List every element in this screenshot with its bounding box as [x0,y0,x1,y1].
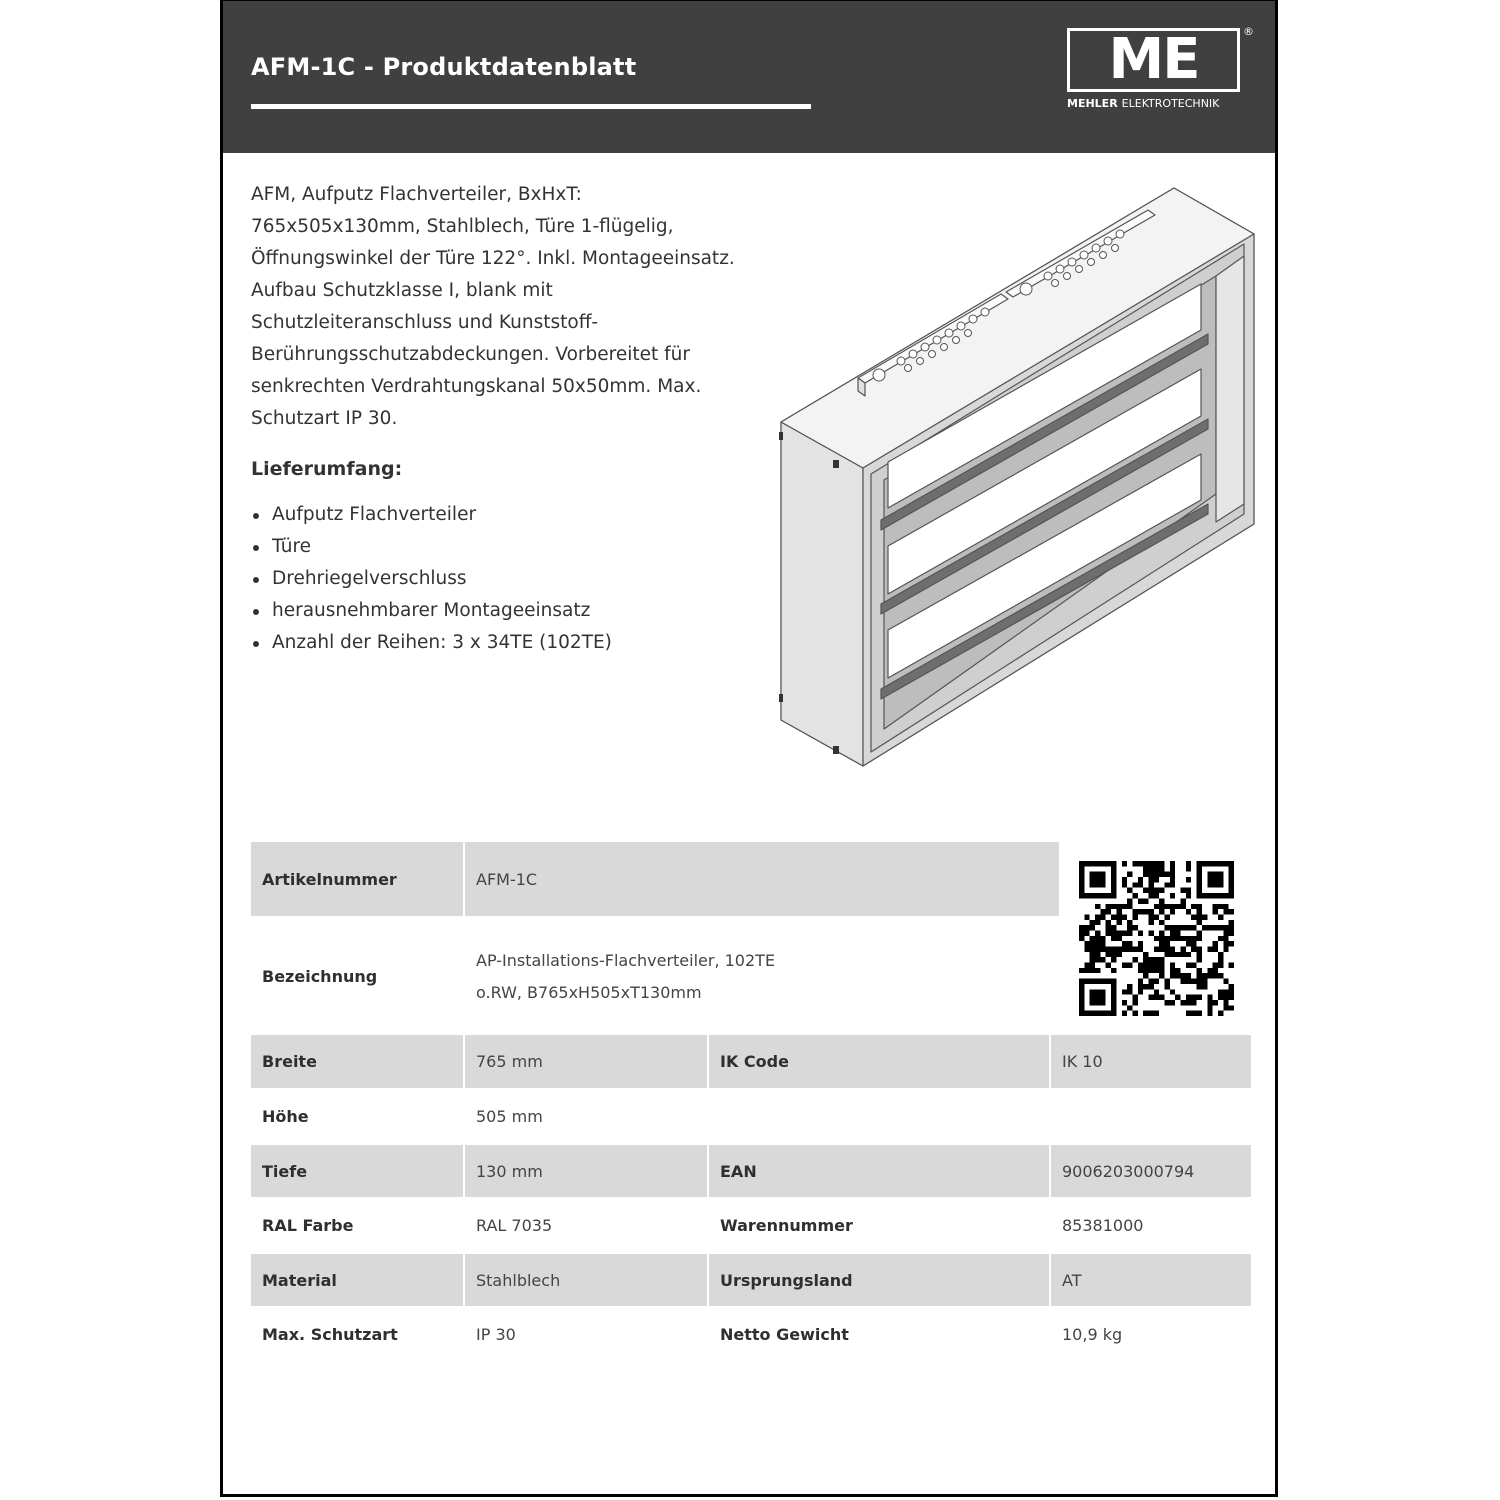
description-line: AFM, Aufputz Flachverteiler, BxHxT: [251,184,582,205]
list-item: Drehriegelverschluss [251,563,612,595]
spec-label-breite: Breite [251,1035,463,1088]
mehler-logo [1067,28,1240,92]
spec-label-ik-code: IK Code [709,1035,1049,1088]
spec-label-hoehe: Höhe [262,1107,309,1126]
lieferumfang-list [251,499,612,659]
spec-label-material: Material [251,1254,463,1306]
description-line: senkrechten Verdrahtungskanal 50x50mm. Max. [251,376,702,397]
spec-value-ik-code: IK 10 [1051,1035,1251,1088]
list-item: Anzahl der Reihen: 3 x 34TE (102TE) [251,627,612,659]
description-line: Berührungsschutzabdeckungen. Vorbereitet für [251,344,690,365]
logo-brand: MEHLER [1067,97,1118,110]
page-title: AFM-1C - Produktdatenblatt [251,53,637,81]
spec-value-schutzart: IP 30 [476,1325,516,1344]
description-line: Schutzart IP 30. [251,408,398,429]
spec-value-ean: 9006203000794 [1051,1145,1251,1197]
spec-label-artikelnummer: Artikelnummer [251,842,463,916]
bezeichnung-line-2: o.RW, B765xH505xT130mm [476,982,702,1002]
spec-value-warennummer: 85381000 [1062,1216,1144,1235]
description-line: Öffnungswinkel der Türe 122°. Inkl. Montageeinsatz. [251,248,735,269]
bezeichnung-line-1: AP-Installations-Flachverteiler, 102TE [476,950,776,970]
product-image [776,184,1258,770]
list-item: Aufputz Flachverteiler [251,499,612,531]
description-line: Aufbau Schutzklasse I, blank mit [251,280,553,301]
logo-mark: ME [1108,27,1199,92]
spec-value-artikelnummer: AFM-1C [465,842,1059,916]
spec-value-material: Stahlblech [465,1254,707,1306]
spec-label-ean: EAN [709,1145,1049,1197]
list-item: herausnehmbarer Montageeinsatz [251,595,612,627]
spec-value-netto-gewicht: 10,9 kg [1062,1325,1123,1344]
description-line: 765x505x130mm, Stahlblech, Türe 1-flügelig, [251,216,674,237]
spec-label-ursprungsland: Ursprungsland [709,1254,1049,1306]
spec-value-hoehe: 505 mm [476,1107,543,1126]
datasheet-page [220,0,1278,1497]
logo-brand-line [1067,97,1219,110]
logo-suffix: ELEKTROTECHNIK [1121,97,1220,110]
spec-value-ral-farbe: RAL 7035 [476,1216,553,1235]
registered-mark: ® [1243,25,1254,38]
spec-value-breite: 765 mm [465,1035,707,1088]
header-bar [223,1,1275,153]
spec-label-netto-gewicht: Netto Gewicht [720,1325,849,1344]
spec-label-ral-farbe: RAL Farbe [262,1216,354,1235]
spec-value-tiefe: 130 mm [465,1145,707,1197]
list-item: Türe [251,531,612,563]
spec-label-bezeichnung: Bezeichnung [262,967,378,986]
lieferumfang-heading: Lieferumfang: [251,458,403,480]
spec-value-bezeichnung [465,928,1059,1025]
product-description [251,179,771,435]
spec-label-tiefe: Tiefe [251,1145,463,1197]
qr-code [1079,861,1234,1016]
spec-label-warennummer: Warennummer [720,1216,853,1235]
description-line: Schutzleiteranschluss und Kunststoff- [251,312,599,333]
spec-label-schutzart: Max. Schutzart [262,1325,398,1344]
title-underline [251,104,811,109]
spec-value-ursprungsland: AT [1051,1254,1251,1306]
